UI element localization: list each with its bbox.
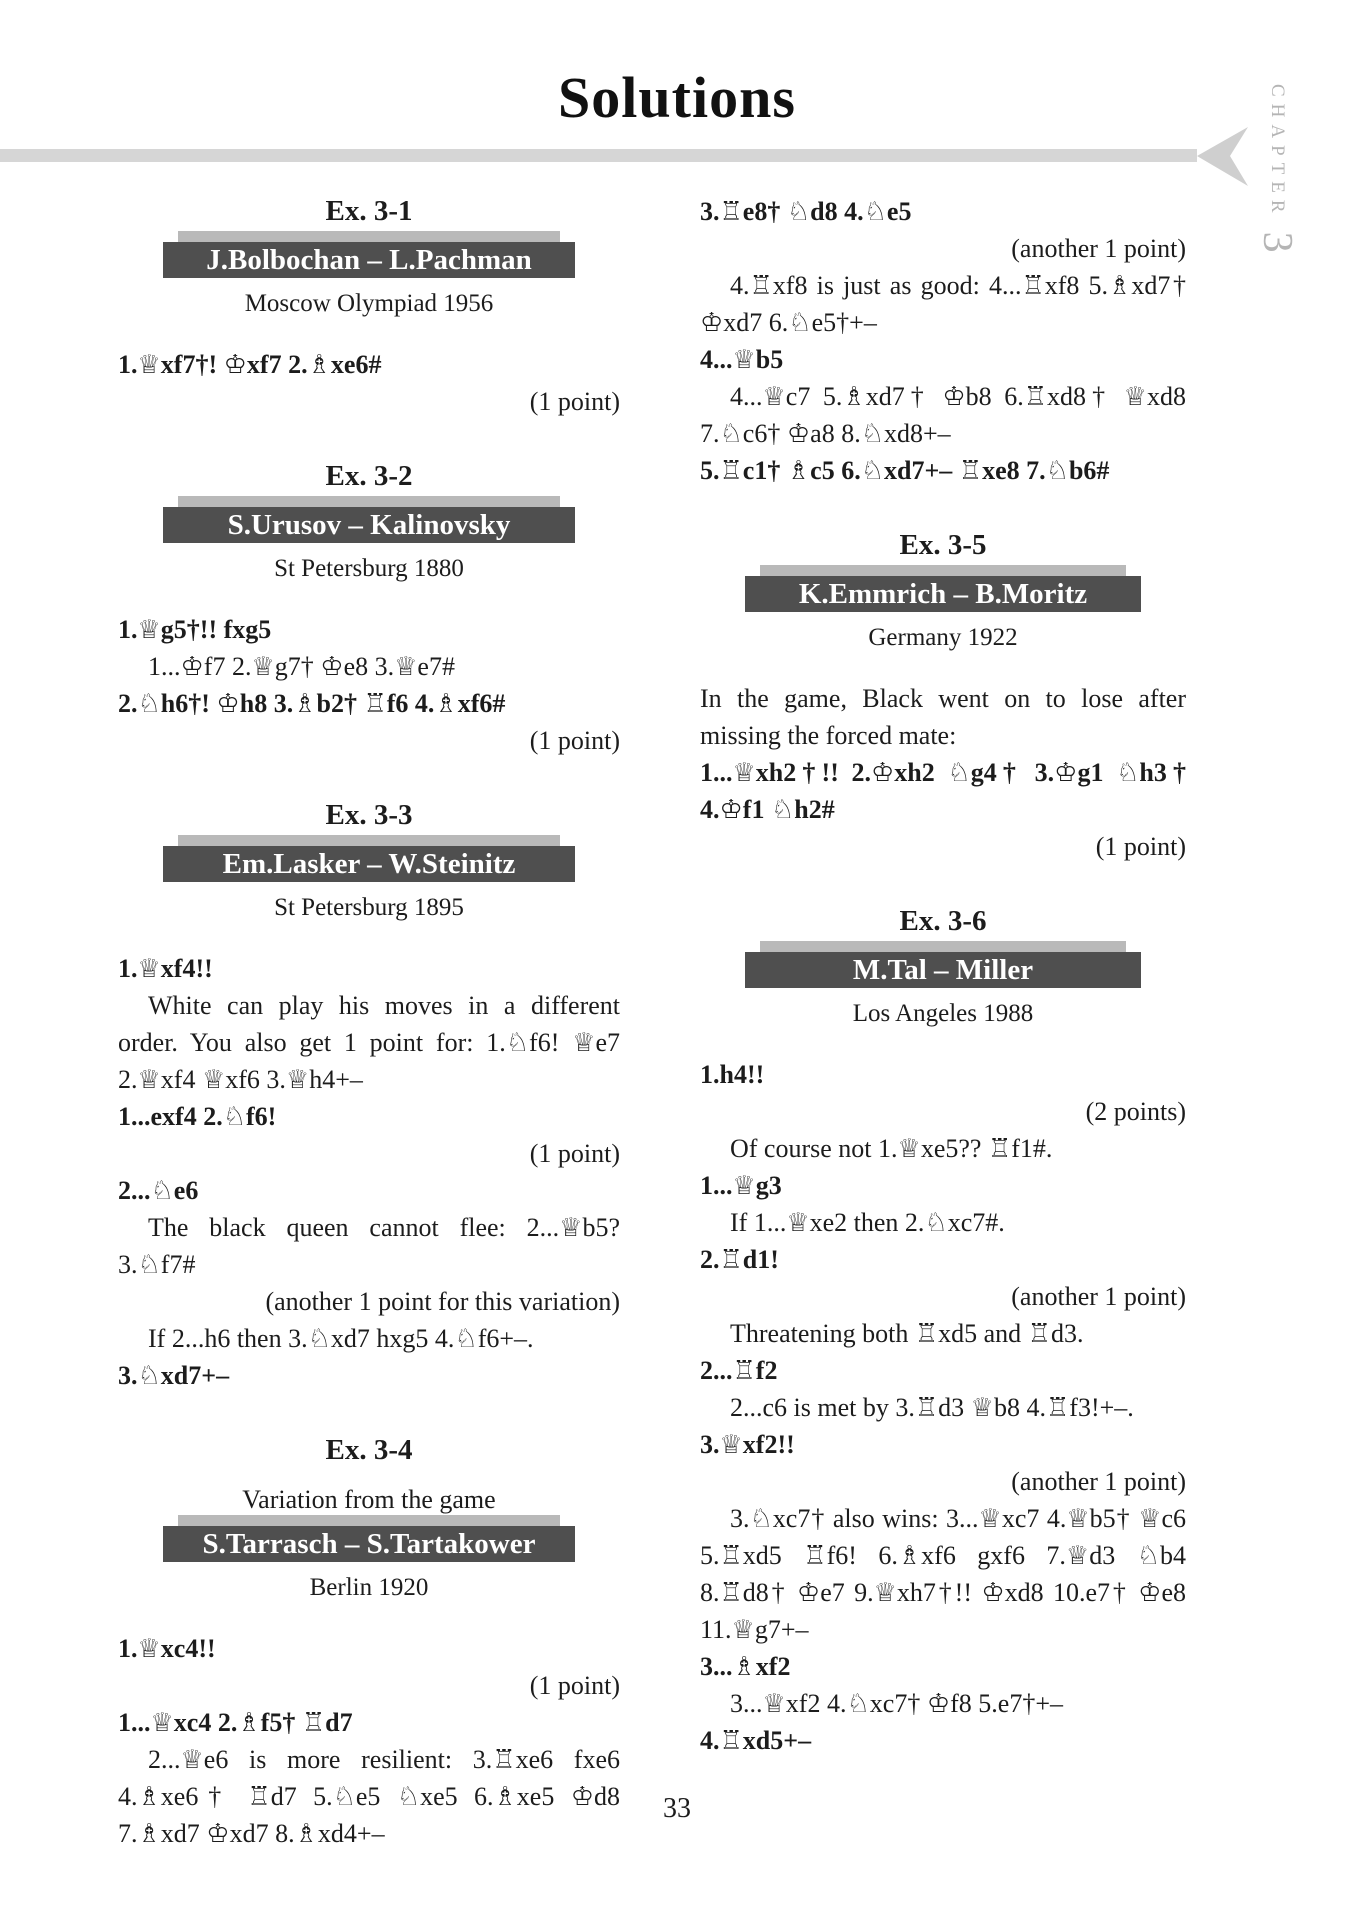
move-line: 3.♕xf2!! bbox=[700, 1430, 795, 1459]
variation-line: Threatening both ♖xd5 and ♖d3. bbox=[730, 1319, 1084, 1348]
commentary-paragraph: The black queen cannot flee: 2...♕b5? 3.♘f7# bbox=[118, 1213, 620, 1279]
points-note: (another 1 point) bbox=[1011, 234, 1186, 263]
move-line: 5.♖c1† ♗c5 6.♘xd7+– ♖xe8 7.♘b6# bbox=[700, 456, 1110, 485]
venue: St Petersburg 1880 bbox=[274, 555, 464, 582]
move-line: 4...♕b5 bbox=[700, 345, 784, 374]
points-note: (another 1 point) bbox=[1011, 1282, 1186, 1311]
ex-heading: Ex. 3-4 bbox=[325, 1434, 413, 1466]
move-line: 1.h4!! bbox=[700, 1060, 765, 1089]
match-header bbox=[118, 242, 620, 322]
venue: Los Angeles 1988 bbox=[852, 1000, 1034, 1027]
move-line: 2.♘h6†! ♔h8 3.♗b2† ♖f6 4.♗xf6# bbox=[118, 689, 506, 718]
ex-heading: Ex. 3-3 bbox=[325, 799, 413, 831]
commentary-paragraph: In the game, Black went on to lose after missing the forced mate: bbox=[700, 684, 1186, 750]
variation-line: 1...♔f7 2.♕g7† ♔e8 3.♕e7# bbox=[148, 652, 455, 681]
move-line: 4.♖xd5+– bbox=[700, 1726, 812, 1755]
arrow-icon bbox=[1197, 127, 1248, 186]
move-line: 2.♖d1! bbox=[700, 1245, 779, 1274]
players-bar: M.Tal – Miller bbox=[745, 952, 1141, 988]
match-header bbox=[700, 952, 1186, 1032]
variation-line: 3...♕xf2 4.♘xc7† ♔f8 5.e7†+– bbox=[730, 1689, 1063, 1718]
commentary-paragraph: 2...♕e6 is more resilient: 3.♖xe6 fxe6 4.♗xe6† ♖d7 5.♘e5 ♘xe5 6.♗xe5 ♔d8 7.♗xd7 ♔xd7 8.♗xd4+– bbox=[118, 1745, 620, 1848]
venue: St Petersburg 1895 bbox=[274, 894, 464, 921]
players-bar: J.Bolbochan – L.Pachman bbox=[163, 242, 575, 278]
right-column bbox=[700, 193, 1186, 1852]
move-line: 3...♗xf2 bbox=[700, 1652, 791, 1681]
left-column bbox=[118, 193, 620, 1852]
variation-line: If 2...h6 then 3.♘xd7 hxg5 4.♘f6+–. bbox=[148, 1324, 534, 1353]
points-note: (1 point) bbox=[529, 387, 620, 416]
venue: Moscow Olympiad 1956 bbox=[244, 290, 494, 317]
move-line: 2...♘e6 bbox=[118, 1176, 199, 1205]
points-note: (2 points) bbox=[1085, 1097, 1186, 1126]
chapter-number: 3 bbox=[1254, 231, 1300, 253]
points-note: (1 point) bbox=[529, 726, 620, 755]
points-note: (another 1 point) bbox=[1011, 1467, 1186, 1496]
move-line: 1.♕g5†!! fxg5 bbox=[118, 615, 272, 644]
players-bar: Em.Lasker – W.Steinitz bbox=[163, 846, 575, 882]
chapter-tab bbox=[1256, 84, 1298, 253]
points-note: (another 1 point for this variation) bbox=[265, 1287, 620, 1316]
variation-line: 2...c6 is met by 3.♖d3 ♕b8 4.♖f3!+–. bbox=[730, 1393, 1134, 1422]
match-header bbox=[118, 846, 620, 926]
ex-heading: Ex. 3-6 bbox=[899, 905, 987, 937]
page-title: Solutions bbox=[558, 65, 796, 130]
move-line: 1.♕xc4!! bbox=[118, 1634, 216, 1663]
match-header bbox=[700, 576, 1186, 656]
move-line: 3.♘xd7+– bbox=[118, 1361, 230, 1390]
commentary-paragraph: 4.♖xf8 is just as good: 4...♖xf8 5.♗xd7† ♔xd7 6.♘e5†+– bbox=[700, 271, 1186, 337]
match-header bbox=[118, 1526, 620, 1606]
move-line: 2...♖f2 bbox=[700, 1356, 778, 1385]
commentary-paragraph: 3.♘xc7† also wins: 3...♕xc7 4.♕b5† ♕c6 5.♖xd5 ♖f6! 6.♗xf6 gxf6 7.♕d3 ♘b4 8.♖d8† ♔e7 9.♕xh7†!! ♔xd8 10.e7† ♔e8 11.♕g7+– bbox=[700, 1504, 1187, 1644]
venue: Berlin 1920 bbox=[309, 1574, 429, 1601]
move-line: 1...exf4 2.♘f6! bbox=[118, 1102, 277, 1131]
points-note: (1 point) bbox=[529, 1139, 620, 1168]
move-line: 1...♕xh2†!! 2.♔xh2 ♘g4† 3.♔g1 ♘h3† 4.♔f1 ♘h2# bbox=[700, 758, 1186, 824]
variation-line: Of course not 1.♕xe5?? ♖f1#. bbox=[730, 1134, 1053, 1163]
match-header bbox=[118, 507, 620, 587]
ex-heading: Ex. 3-5 bbox=[899, 529, 987, 561]
commentary-paragraph: 4...♕c7 5.♗xd7† ♔b8 6.♖xd8† ♕xd8 7.♘c6† ♔a8 8.♘xd8+– bbox=[700, 382, 1186, 448]
ex-heading: Ex. 3-1 bbox=[325, 195, 413, 227]
move-line: 3.♖e8† ♘d8 4.♘e5 bbox=[700, 197, 912, 226]
move-line: 1...♕g3 bbox=[700, 1171, 782, 1200]
players-bar: S.Urusov – Kalinovsky bbox=[163, 507, 575, 543]
two-column-layout bbox=[0, 193, 1354, 1852]
rule-line bbox=[0, 149, 1197, 162]
variation-line: If 1...♕xe2 then 2.♘xc7#. bbox=[730, 1208, 1005, 1237]
ex-subtitle: Variation from the game bbox=[242, 1485, 496, 1514]
move-line: 1.♕xf7†! ♔xf7 2.♗xe6# bbox=[118, 350, 382, 379]
venue: Germany 1922 bbox=[868, 624, 1018, 651]
points-note: (1 point) bbox=[529, 1671, 620, 1700]
players-bar: K.Emmrich – B.Moritz bbox=[745, 576, 1141, 612]
move-line: 1.♕xf4!! bbox=[118, 954, 213, 983]
commentary-paragraph: White can play his moves in a different order. You also get 1 point for: 1.♘f6! ♕e7 2.♕xf4 ♕xf6 3.♕h4+– bbox=[118, 991, 620, 1094]
ex-heading: Ex. 3-2 bbox=[325, 460, 413, 492]
move-line: 1...♕xc4 2.♗f5† ♖d7 bbox=[118, 1708, 353, 1737]
points-note: (1 point) bbox=[1095, 832, 1186, 861]
players-bar: S.Tarrasch – S.Tartakower bbox=[163, 1526, 575, 1562]
chapter-word: CHAPTER bbox=[1267, 84, 1288, 220]
page-number: 33 bbox=[663, 1793, 691, 1824]
